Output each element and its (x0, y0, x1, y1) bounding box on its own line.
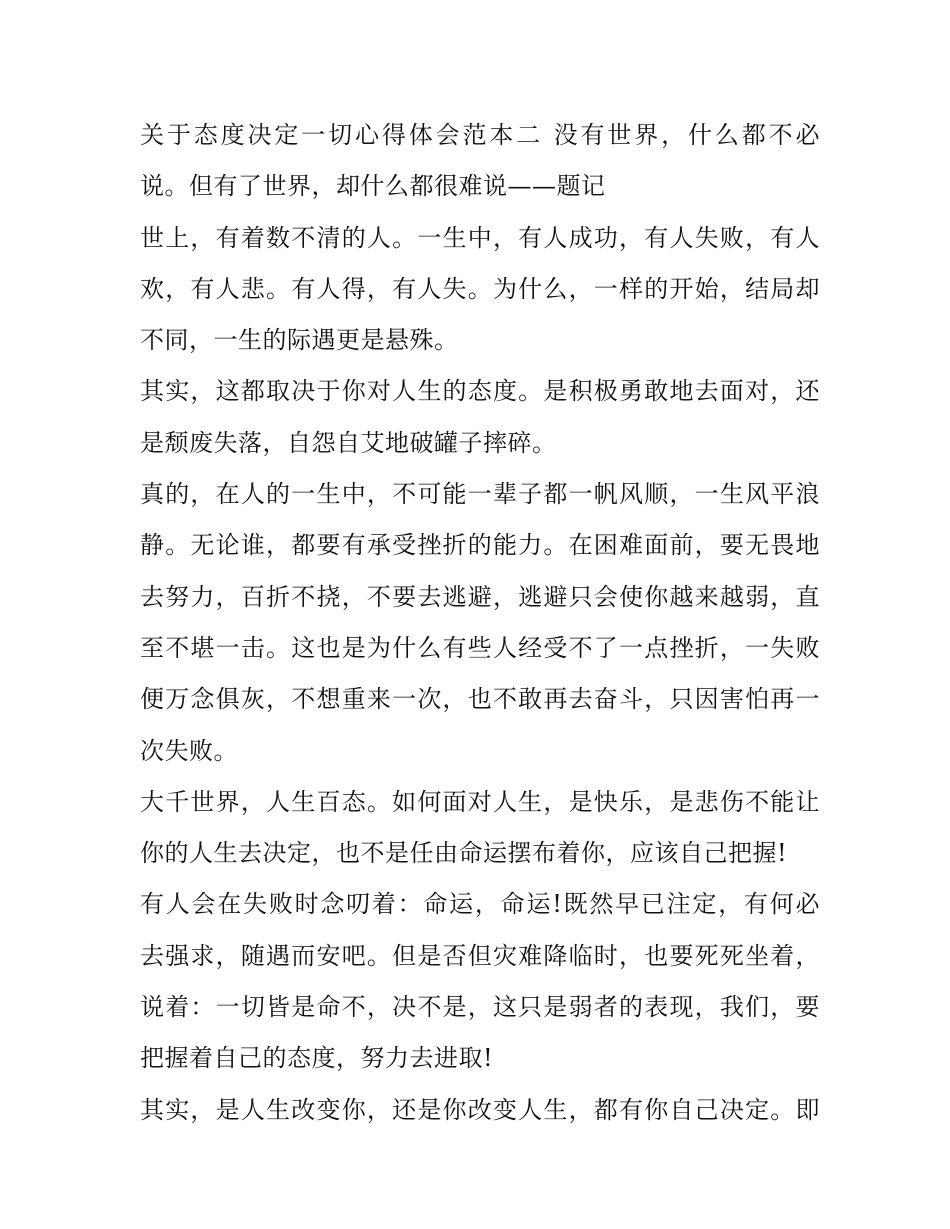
text-line: 把握着自己的态度，努力去进取! (140, 1044, 494, 1073)
paragraph (140, 213, 820, 367)
paragraph (140, 366, 820, 469)
text-line: 欢，有人悲。有人得，有人失。为什么，一样的开始，结局却 (140, 274, 820, 303)
text-line: 便万念俱灰，不想重来一次，也不敢再去奋斗，只因害怕再一 (140, 685, 820, 714)
text-line: 你的人生去决定，也不是任由命运摆布着你，应该自己把握! (140, 839, 788, 868)
text-line: 去努力，百折不挠，不要去逃避，逃避只会使你越来越弱，直 (140, 582, 820, 611)
text-line: 是颓废失落，自怨自艾地破罐子摔碎。 (140, 428, 557, 457)
text-line: 次失败。 (140, 736, 238, 765)
paragraph (140, 1085, 820, 1136)
text-line: 关于态度决定一切心得体会范本二 没有世界，什么都不必 (140, 121, 820, 149)
text-line: 说。但有了世界，却什么都很难说——题记 (140, 172, 606, 201)
text-line: 其实，是人生改变你，还是你改变人生，都有你自己决定。即 (140, 1095, 820, 1124)
text-line: 真的，在人的一生中，不可能一辈子都一帆风顺，一生风平浪 (140, 480, 820, 509)
text-line: 不同，一生的际遇更是悬殊。 (140, 326, 459, 355)
text-line: 去强求，随遇而安吧。但是否但灾难降临时，也要死死坐着， (140, 941, 820, 970)
paragraph (140, 777, 820, 880)
text-line: 世上，有着数不清的人。一生中，有人成功，有人失败，有人 (140, 223, 820, 252)
paragraph-title (140, 110, 820, 213)
text-line: 静。无论谁，都要有承受挫折的能力。在困难面前，要无畏地 (140, 531, 820, 560)
paragraph (140, 469, 820, 777)
text-line: 说着：一切皆是命不，决不是，这只是弱者的表现，我们，要 (140, 993, 820, 1022)
paragraph (140, 879, 820, 1084)
text-line: 至不堪一击。这也是为什么有些人经受不了一点挫折，一失败 (140, 633, 820, 662)
document-body (140, 110, 820, 1136)
text-line: 大千世界，人生百态。如何面对人生，是快乐，是悲伤不能让 (140, 787, 820, 816)
text-line: 有人会在失败时念叨着：命运，命运!既然早已注定，有何必 (140, 890, 820, 919)
text-line: 其实，这都取决于你对人生的态度。是积极勇敢地去面对，还 (140, 377, 820, 406)
